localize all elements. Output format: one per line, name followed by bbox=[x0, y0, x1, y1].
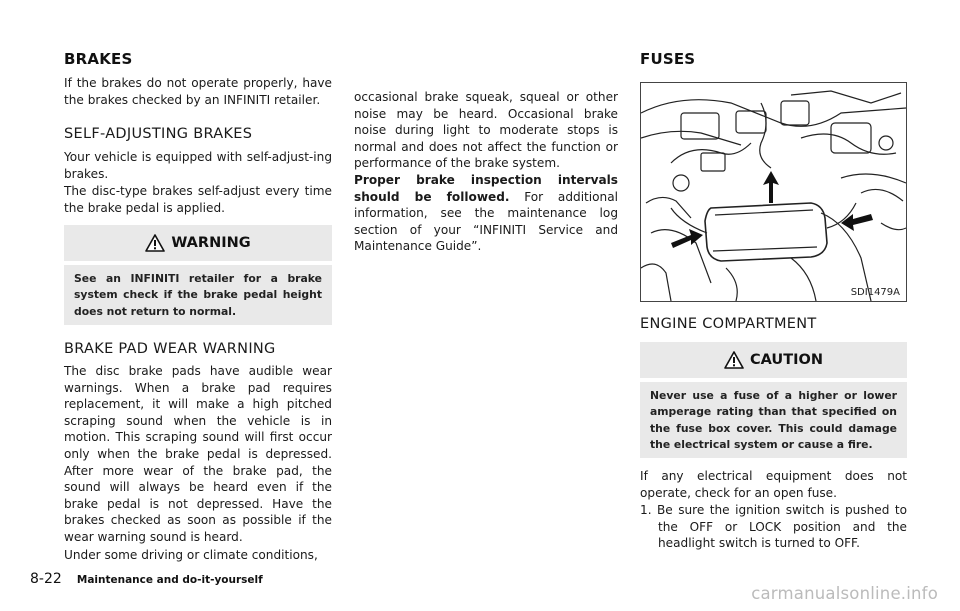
caution-triangle-icon bbox=[724, 351, 744, 369]
brakes-intro: If the brakes do not operate properly, have the brakes checked by an INFINITI retailer. bbox=[64, 76, 332, 107]
caution-text: Never use a fuse of a higher or lower amperage rating than that specified on the fuse box cover. This could damage the electrical system or cause a fire. bbox=[650, 389, 897, 451]
brake-noise-paragraph: occasional brake squeak, squeal or other noise may be heard. Occasional brake noise during light to moderate stops is normal and does not affect the function or performance of the brake system. bbox=[354, 90, 618, 171]
warning-title: WARNING bbox=[171, 235, 251, 251]
caution-divider bbox=[640, 378, 907, 382]
watermark: carmanualsonline.info bbox=[751, 584, 938, 603]
section-heading-fuses: FUSES bbox=[640, 50, 696, 68]
open-fuse-paragraph: If any electrical equipment does not operate, check for an open fuse. bbox=[640, 469, 907, 500]
pad-wear-title: BRAKE PAD WEAR WARNING bbox=[64, 341, 276, 357]
pad-wear-p1: The disc brake pads have audible wear warnings. When a brake pad requires replacement, it will make a high pitched scraping sound when the vehicle is in motion. This scraping sound will first occur only when the brake pedal is depressed. After more wear of the brake pad, the sound will always be heard even if the brake pedal is not depressed. Have the brakes checked as soon as possible if the wear warning sound is heard. bbox=[64, 364, 332, 544]
page-footer bbox=[30, 568, 263, 587]
footer-title: Maintenance and do-it-yourself bbox=[76, 574, 263, 586]
fuse-steps-list bbox=[640, 502, 907, 552]
inspection-paragraph bbox=[354, 172, 618, 255]
engine-compartment-title: ENGINE COMPARTMENT bbox=[640, 316, 817, 332]
inspection-rest: For additional information, see the maintenance log section of your “INFINITI Service and Maintenance Guide”. bbox=[354, 189, 618, 254]
section-heading-brakes: BRAKES bbox=[64, 50, 133, 68]
self-adjusting-p2: The disc-type brakes self-adjust every time the brake pedal is applied. bbox=[64, 184, 332, 215]
caution-title: CAUTION bbox=[750, 352, 823, 368]
self-adjusting-title: SELF-ADJUSTING BRAKES bbox=[64, 126, 253, 142]
engine-fuse-box-figure bbox=[640, 82, 907, 302]
caution-box bbox=[640, 342, 907, 458]
self-adjusting-p1: Your vehicle is equipped with self-adjust-ing brakes. bbox=[64, 150, 332, 181]
warning-box-header bbox=[64, 225, 332, 261]
page-number: 8-22 bbox=[30, 571, 62, 587]
figure-code: SDI1479A bbox=[850, 287, 900, 298]
warning-triangle-icon bbox=[145, 234, 165, 252]
warning-text: See an INFINITI retailer for a brake system check if the brake pedal height does not return to normal. bbox=[74, 272, 322, 318]
warning-divider bbox=[64, 261, 332, 265]
caution-box-header bbox=[640, 342, 907, 378]
engine-compartment-illustration bbox=[641, 83, 906, 301]
pad-wear-p2: Under some driving or climate conditions, bbox=[64, 548, 318, 562]
warning-box bbox=[64, 225, 332, 325]
fuse-step-1: 1. Be sure the ignition switch is pushed to the OFF or LOCK position and the headlight switch is turned to OFF. bbox=[640, 503, 907, 551]
inspection-bold: Proper brake inspection intervals should be followed. bbox=[354, 173, 618, 204]
